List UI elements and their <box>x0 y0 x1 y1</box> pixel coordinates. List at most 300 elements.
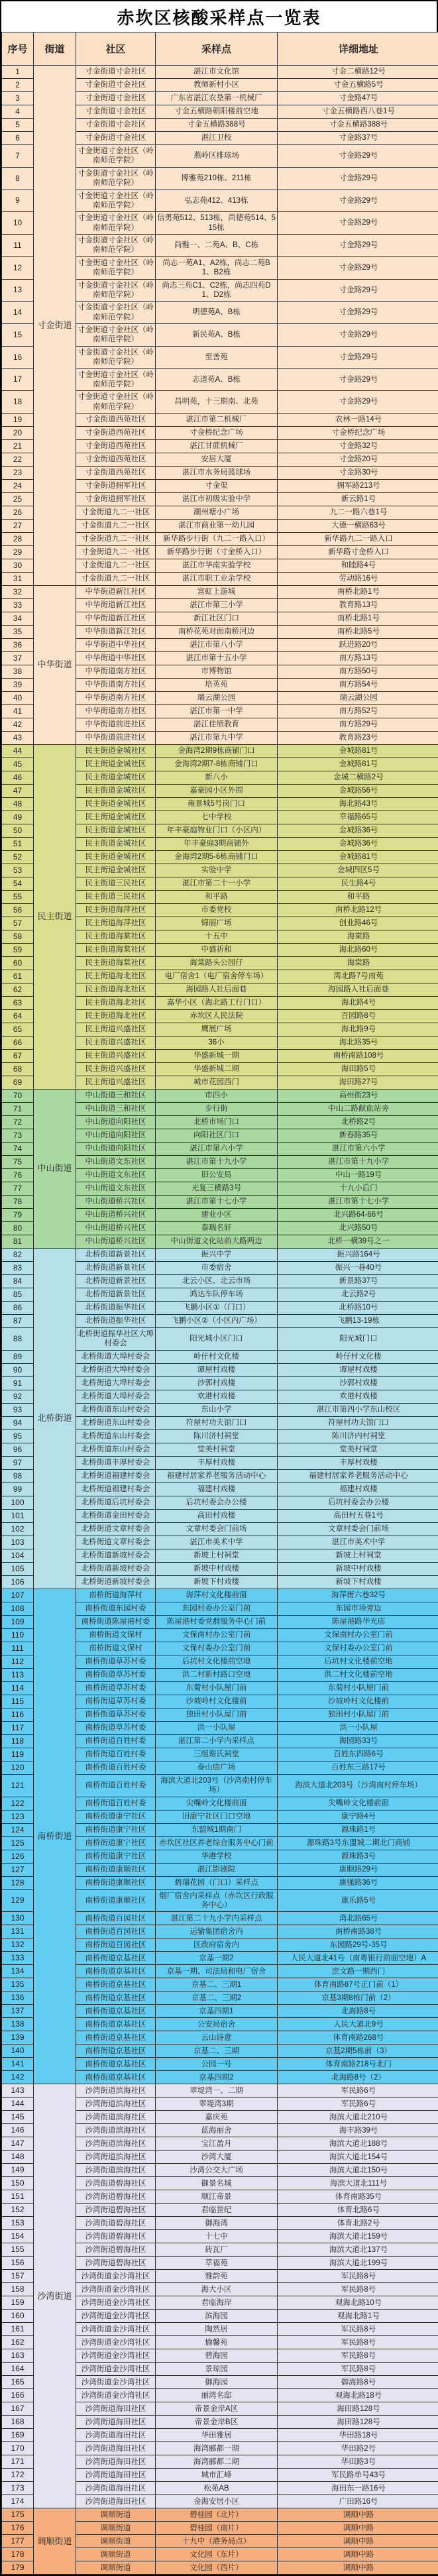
address-cell: 人民大道北41号（南粤银行前面空地）A <box>278 1952 438 1965</box>
community-cell: 南桥街道百姓村委 <box>76 1774 156 1797</box>
community-cell: 沙湾街道滨海社区 <box>76 2124 156 2137</box>
site-cell: 京基一期2 <box>156 1952 278 1965</box>
site-cell: 泰瑞名轩 <box>156 1222 278 1235</box>
address-cell: 新坡中村戏楼 <box>278 1562 438 1575</box>
site-cell: 金海湾2期7-8栋商铺门口 <box>156 758 278 771</box>
address-cell: 军民路6号 <box>278 2084 438 2098</box>
row-number-cell: 4 <box>2 105 34 119</box>
community-cell: 寸金街道寸金社区 <box>76 119 156 132</box>
row-number-cell: 64 <box>2 1010 34 1023</box>
row-number-cell: 154 <box>2 2230 34 2243</box>
row-number-cell: 169 <box>2 2429 34 2442</box>
row-number-cell: 92 <box>2 1390 34 1403</box>
address-cell: 体育北路6号 <box>278 2204 438 2217</box>
table-row <box>2 2084 438 2098</box>
address-cell: 文章村委会门前场 <box>278 1522 438 1536</box>
site-cell: 湛江市水务局篮球场 <box>156 467 278 480</box>
site-cell: 市委党校 <box>156 904 278 917</box>
address-cell: 军民路8号 <box>278 2283 438 2296</box>
address-cell: 九二一路六巷1号 <box>278 506 438 520</box>
community-cell: 沙湾街道碧海社区 <box>76 2243 156 2257</box>
site-cell: 光复三横路3号 <box>156 1182 278 1196</box>
community-cell: 沙湾街道海田社区 <box>76 2442 156 2455</box>
site-cell: 湛江第二十九小学内采样点 <box>156 1912 278 1925</box>
row-number-cell: 178 <box>2 2548 34 2561</box>
address-cell: 寸金路29号 <box>278 391 438 414</box>
row-number-cell: 11 <box>2 235 34 257</box>
table-row <box>2 2508 438 2522</box>
row-number-cell: 5 <box>2 119 34 132</box>
site-cell: 培英苑 <box>156 679 278 692</box>
community-cell: 调顺街道 <box>76 2508 156 2522</box>
address-cell: 观海北路1号 <box>278 2310 438 2323</box>
community-cell: 民主街道金城社区 <box>76 758 156 771</box>
row-number-cell: 42 <box>2 718 34 732</box>
community-cell: 中山街道桥兴社区 <box>76 1222 156 1235</box>
address-cell: 海北路43号 <box>278 798 438 811</box>
site-cell: 海园路人社后面巷 <box>156 983 278 997</box>
address-cell: 海滨大道北203号（沙湾南村停车场） <box>278 1774 438 1797</box>
row-number-cell: 30 <box>2 559 34 573</box>
community-cell: 南桥街道草苏村委 <box>76 1681 156 1695</box>
community-cell: 民主街道海北社区 <box>76 970 156 983</box>
community-cell: 沙湾街道滨海社区 <box>76 2151 156 2164</box>
address-cell: 文保村委办公室门前 <box>278 1642 438 1655</box>
site-cell: 旧公安局 <box>156 1169 278 1182</box>
community-cell: 北桥街道后坑村委会 <box>76 1496 156 1509</box>
community-cell: 南桥街道京基社区 <box>76 1991 156 2005</box>
row-number-cell: 134 <box>2 1965 34 1978</box>
row-number-cell: 74 <box>2 1143 34 1156</box>
address-cell: 金城二横路2号 <box>278 771 438 785</box>
site-cell: 东园村委办公室门前 <box>156 1602 278 1615</box>
address-cell: 寸金五横路5号 <box>278 79 438 92</box>
address-cell: 海北路9号 <box>278 1023 438 1036</box>
row-number-cell: 96 <box>2 1443 34 1456</box>
row-number-cell: 106 <box>2 1575 34 1589</box>
community-cell: 南桥街道百姓村委 <box>76 1761 156 1774</box>
address-cell: 寸金路29号 <box>278 302 438 324</box>
row-number-cell: 58 <box>2 930 34 944</box>
community-cell: 寸金街道寸金社区（岭南师范学院） <box>76 145 156 168</box>
address-cell: 海田路128号 <box>278 2402 438 2416</box>
row-number-cell: 80 <box>2 1222 34 1235</box>
site-cell: 御海湾 <box>156 2217 278 2230</box>
table-row <box>2 1589 438 1602</box>
community-cell: 中华街道中华社区 <box>76 639 156 652</box>
address-cell: 金城四区5号 <box>278 864 438 877</box>
row-number-cell: 136 <box>2 1991 34 2005</box>
row-number-cell: 47 <box>2 785 34 798</box>
site-cell: 丰厚村戏楼 <box>156 1456 278 1469</box>
address-cell: 高州街23号 <box>278 1090 438 1103</box>
site-cell: 沙坡岭村文化楼前 <box>156 1695 278 1708</box>
site-cell: 雅韵苑 <box>156 2270 278 2283</box>
row-number-cell: 132 <box>2 1938 34 1952</box>
community-cell: 沙湾街道金沙湾社区 <box>76 2363 156 2376</box>
site-cell: 新华路步行街（寸金桥入口） <box>156 546 278 559</box>
community-cell: 北桥街道东山村委会 <box>76 1416 156 1429</box>
site-cell: 潮州塘小广场 <box>156 506 278 520</box>
col-header-street: 街道 <box>34 32 76 66</box>
address-cell: 南方路52号 <box>278 705 438 718</box>
row-number-cell: 175 <box>2 2508 34 2522</box>
site-cell: 沙湾大厦 <box>156 2151 278 2164</box>
site-cell: 海滨大道北203号（沙湾南村停车场） <box>156 1774 278 1797</box>
site-cell: 新民苑A、B栋 <box>156 324 278 347</box>
row-number-cell: 73 <box>2 1129 34 1143</box>
row-number-cell: 9 <box>2 190 34 212</box>
community-cell: 南桥街道京基社区 <box>76 2031 156 2044</box>
row-number-cell: 153 <box>2 2217 34 2230</box>
address-cell: 寸金路29号 <box>278 190 438 212</box>
row-number-cell: 128 <box>2 1876 34 1889</box>
row-number-cell: 75 <box>2 1156 34 1169</box>
address-cell: 湛江市第十九小学 <box>278 1156 438 1169</box>
row-number-cell: 71 <box>2 1103 34 1116</box>
row-number-cell: 97 <box>2 1456 34 1469</box>
site-cell: 君临世纪 <box>156 2204 278 2217</box>
address-cell: 和睦路4号 <box>278 559 438 573</box>
page-title: 赤坎区核酸采样点一览表 <box>1 1 437 32</box>
address-cell: 欢港村戏楼 <box>278 1390 438 1403</box>
row-number-cell: 145 <box>2 2111 34 2124</box>
site-cell: 尚雅一、二苑A、B、C栋 <box>156 235 278 257</box>
community-cell: 沙湾街道海田社区 <box>76 2429 156 2442</box>
community-cell: 北桥街道新坡村委会 <box>76 1562 156 1575</box>
row-number-cell: 142 <box>2 2071 34 2084</box>
row-number-cell: 22 <box>2 453 34 467</box>
community-cell: 调顺街道 <box>76 2561 156 2575</box>
community-cell: 南桥街道康顺社区 <box>76 1863 156 1876</box>
address-cell: 金城路81号 <box>278 745 438 758</box>
address-cell: 海滨大道北154号 <box>278 2151 438 2164</box>
community-cell: 南桥街道东园村委 <box>76 1602 156 1615</box>
site-cell: 建业小区 <box>156 1209 278 1222</box>
site-cell: 寸金桥纪念广场 <box>156 427 278 440</box>
address-cell: 调顺中路 <box>278 2561 438 2575</box>
community-cell: 中山街道桥兴社区 <box>76 1235 156 1249</box>
row-number-cell: 143 <box>2 2084 34 2098</box>
row-number-cell: 93 <box>2 1403 34 1416</box>
site-cell: 京基一期、司法局和电厂宿舍 <box>156 1965 278 1978</box>
row-number-cell: 120 <box>2 1761 34 1774</box>
site-cell: 福建村戏楼 <box>156 1483 278 1496</box>
address-cell: 北桥路2号 <box>278 1116 438 1129</box>
address-cell: 湛江市第十七小学 <box>278 1196 438 1209</box>
address-cell: 寸金路47号 <box>278 92 438 105</box>
row-number-cell: 50 <box>2 824 34 838</box>
site-cell: 顺江帝景 <box>156 2190 278 2204</box>
row-number-cell: 157 <box>2 2270 34 2283</box>
community-cell: 民主街道金城社区 <box>76 864 156 877</box>
site-cell: 陈川济村祠堂 <box>156 1429 278 1443</box>
site-cell: 湛江卫校 <box>156 132 278 145</box>
row-number-cell: 95 <box>2 1429 34 1443</box>
community-cell: 北桥街道东山村委会 <box>76 1403 156 1416</box>
site-cell: 砖瓦厂 <box>156 2243 278 2257</box>
site-cell: 36小 <box>156 1036 278 1050</box>
site-cell: 新坡中村戏楼 <box>156 1562 278 1575</box>
community-cell: 寸金街道西苑社区 <box>76 467 156 480</box>
site-cell: 湛江市第十九小学 <box>156 1156 278 1169</box>
site-cell: 华盛新城一期 <box>156 1050 278 1063</box>
row-number-cell: 84 <box>2 1275 34 1288</box>
row-number-cell: 104 <box>2 1549 34 1562</box>
community-cell: 寸金街道九二一社区 <box>76 573 156 586</box>
address-cell: 寸金路29号 <box>278 279 438 302</box>
address-cell: 湛江市第六小学 <box>278 1143 438 1156</box>
community-cell: 民主街道海北社区 <box>76 1010 156 1023</box>
site-cell: 赤坎区社区养老综合服务中心门前 <box>156 1836 278 1850</box>
community-cell: 寸金街道九二一社区 <box>76 559 156 573</box>
row-number-cell: 113 <box>2 1668 34 1681</box>
address-cell: 调顺中路 <box>278 2548 438 2561</box>
site-cell: 寸金渠 <box>156 480 278 493</box>
address-cell: 寸金路29号 <box>278 346 438 368</box>
row-number-cell: 112 <box>2 1655 34 1668</box>
address-cell: 寸金路37号 <box>278 132 438 145</box>
table-row <box>2 745 438 758</box>
address-cell: 沙郭村戏楼 <box>278 1376 438 1390</box>
community-cell: 南桥街道百园社区 <box>76 1925 156 1938</box>
site-cell: 陶然居 <box>156 2323 278 2336</box>
row-number-cell: 55 <box>2 891 34 904</box>
site-cell: 尚志一苑A1、A2栋，尚志二苑B1、B2栋 <box>156 256 278 279</box>
address-cell: 福建村戏楼 <box>278 1483 438 1496</box>
site-cell: 湛江市第三小学 <box>156 599 278 612</box>
address-cell: 南方路13号 <box>278 652 438 665</box>
address-cell: 陈屋港路华光庙 <box>278 1615 438 1628</box>
site-cell: 三组谢氏祠堂 <box>156 1748 278 1761</box>
address-cell: 金城路36号 <box>278 824 438 838</box>
address-cell: 湾北路7号南苑 <box>278 970 438 983</box>
site-cell: 东菊村小队屋门前 <box>156 1681 278 1695</box>
community-cell: 民主街道海萍社区 <box>76 904 156 917</box>
community-cell: 中华街道新江社区 <box>76 599 156 612</box>
row-number-cell: 172 <box>2 2469 34 2482</box>
address-cell: 南桥北路5号 <box>278 626 438 639</box>
site-cell: 京基四期2 <box>156 2071 278 2084</box>
row-number-cell: 141 <box>2 2058 34 2071</box>
community-cell: 沙湾街道海田社区 <box>76 2482 156 2495</box>
address-cell: 寸金路29号 <box>278 145 438 168</box>
row-number-cell: 118 <box>2 1734 34 1748</box>
row-number-cell: 63 <box>2 997 34 1010</box>
row-number-cell: 138 <box>2 2018 34 2031</box>
site-cell: 华盛新城二期 <box>156 1063 278 1076</box>
row-number-cell: 130 <box>2 1912 34 1925</box>
row-number-cell: 126 <box>2 1850 34 1863</box>
community-cell: 北桥街道福建村委会 <box>76 1469 156 1483</box>
street-cell: 寸金街道 <box>34 66 76 586</box>
row-number-cell: 156 <box>2 2257 34 2270</box>
community-cell: 中华街道新江社区 <box>76 586 156 599</box>
site-cell: 湛江甘蔗机械厂 <box>156 440 278 453</box>
site-cell: 岭仔村文化楼 <box>156 1350 278 1363</box>
address-cell: 北兴路50号 <box>278 1222 438 1235</box>
row-number-cell: 24 <box>2 480 34 493</box>
sampling-points-table <box>1 32 438 2575</box>
address-cell: 丰厚村戏楼 <box>278 1456 438 1469</box>
row-number-cell: 161 <box>2 2323 34 2336</box>
row-number-cell: 149 <box>2 2164 34 2177</box>
row-number-cell: 41 <box>2 705 34 718</box>
address-cell: 湾北路65号 <box>278 1912 438 1925</box>
address-cell: 海萍街六巷32号 <box>278 1589 438 1602</box>
address-cell: 海滨大道北111号 <box>278 2177 438 2190</box>
community-cell: 民主街道兴盛社区 <box>76 1023 156 1036</box>
row-number-cell: 98 <box>2 1469 34 1483</box>
address-cell: 海滨大道北188号 <box>278 2137 438 2151</box>
row-number-cell: 152 <box>2 2204 34 2217</box>
site-cell: 志道苑A、B栋 <box>156 368 278 391</box>
row-number-cell: 6 <box>2 132 34 145</box>
row-number-cell: 44 <box>2 745 34 758</box>
community-cell: 沙湾街道金沙湾社区 <box>76 2310 156 2323</box>
table-row <box>2 586 438 599</box>
community-cell: 北桥街道新景社区 <box>76 1262 156 1275</box>
community-cell: 沙湾街道海田社区 <box>76 2455 156 2469</box>
row-number-cell: 89 <box>2 1350 34 1363</box>
site-cell: 海大小区 <box>156 2283 278 2296</box>
site-cell: 飞鹏小区②（小区内广场） <box>156 1315 278 1328</box>
community-cell: 民主街道三民社区 <box>76 891 156 904</box>
site-cell: 翠堤湾3期 <box>156 2098 278 2111</box>
row-number-cell: 116 <box>2 1708 34 1721</box>
address-cell: 东菊村小队屋门前 <box>278 1681 438 1695</box>
community-cell: 中山街道三和社区 <box>76 1090 156 1103</box>
row-number-cell: 150 <box>2 2177 34 2190</box>
row-number-cell: 72 <box>2 1116 34 1129</box>
row-number-cell: 177 <box>2 2535 34 2548</box>
row-number-cell: 151 <box>2 2190 34 2204</box>
site-cell: 烟厂宿舍内采样点（赤坎区行政服务中心） <box>156 1889 278 1912</box>
address-cell: 调顺中路 <box>278 2522 438 2535</box>
address-cell: 高田村五巷1号 <box>278 1509 438 1522</box>
address-cell: 大德一横路63号 <box>278 520 438 533</box>
community-cell: 沙湾街道碧海社区 <box>76 2204 156 2217</box>
community-cell: 南桥街道草苏村委 <box>76 1668 156 1681</box>
address-cell: 康强路36号 <box>278 1876 438 1889</box>
site-cell: 金海安居小区 <box>156 2495 278 2508</box>
community-cell: 寸金街道寸金社区 <box>76 79 156 92</box>
community-cell: 南桥街道康宁社区 <box>76 1823 156 1836</box>
site-cell: 沙郭村戏楼 <box>156 1376 278 1390</box>
community-cell: 寸金街道寸金社区（岭南师范学院） <box>76 324 156 347</box>
row-number-cell: 163 <box>2 2349 34 2363</box>
community-cell: 中华街道南方社区 <box>76 705 156 718</box>
community-cell: 南桥街道百园社区 <box>76 1938 156 1952</box>
site-cell: 海湾郦都一期 <box>156 2442 278 2455</box>
site-cell: 公园一号 <box>156 2058 278 2071</box>
address-cell: 新坡上村祠堂 <box>278 1549 438 1562</box>
col-header-address: 详细地址 <box>278 32 438 66</box>
site-cell: 教师新村小区 <box>156 79 278 92</box>
address-cell: 谭屋村戏楼 <box>278 1363 438 1376</box>
row-number-cell: 69 <box>2 1076 34 1090</box>
site-cell: 中山街道文化站前大路两边 <box>156 1235 278 1249</box>
address-cell: 新景路37号 <box>278 1275 438 1288</box>
row-number-cell: 171 <box>2 2455 34 2469</box>
community-cell: 沙湾街道滨海社区 <box>76 2111 156 2124</box>
row-number-cell: 168 <box>2 2416 34 2429</box>
site-cell: 实验中学 <box>156 864 278 877</box>
address-cell: 人民大道北9号 <box>278 2018 438 2031</box>
community-cell: 南桥街道康顺社区 <box>76 1876 156 1889</box>
row-number-cell: 165 <box>2 2376 34 2389</box>
site-cell: 帝景金岸A区 <box>156 2402 278 2416</box>
community-cell: 沙湾街道金沙湾社区 <box>76 2323 156 2336</box>
site-cell: 蓝海丽舍 <box>156 2124 278 2137</box>
community-cell: 中华街道新江社区 <box>76 612 156 626</box>
header-row <box>2 32 438 66</box>
address-cell: 华田路3号 <box>278 2455 438 2469</box>
site-cell: 明德苑A、B栋 <box>156 302 278 324</box>
site-cell: 博雅苑210栋、211栋 <box>156 167 278 190</box>
address-cell: 军民路8号 <box>278 2336 438 2349</box>
row-number-cell: 90 <box>2 1363 34 1376</box>
table-row <box>2 1090 438 1103</box>
community-cell: 沙湾街道金沙湾社区 <box>76 2389 156 2402</box>
site-cell: 新华路步行街（九二一路入口） <box>156 533 278 546</box>
col-header-community: 社区 <box>76 32 156 66</box>
address-cell: 和平路 <box>278 891 438 904</box>
address-cell: 海田东一路16号 <box>278 2482 438 2495</box>
community-cell: 南桥街道京基社区 <box>76 1978 156 1991</box>
row-number-cell: 1 <box>2 66 34 79</box>
address-cell: 源珠路3号 <box>278 1850 438 1863</box>
community-cell: 中山街道向阳社区 <box>76 1129 156 1143</box>
row-number-cell: 77 <box>2 1182 34 1196</box>
community-cell: 民主街道海棠社区 <box>76 944 156 957</box>
address-cell: 阳光城门口 <box>278 1328 438 1351</box>
site-cell: 年丰豪庭物业门口（小区内） <box>156 824 278 838</box>
community-cell: 寸金街道寸金社区（岭南师范学院） <box>76 279 156 302</box>
address-cell: 海棠路 <box>278 930 438 944</box>
site-cell: 和平路 <box>156 891 278 904</box>
row-number-cell: 124 <box>2 1823 34 1836</box>
address-cell: 尖嘴岭文化楼前面 <box>278 1797 438 1810</box>
address-cell: 劳动路16号 <box>278 573 438 586</box>
address-cell: 飞鹏13-19栋 <box>278 1315 438 1328</box>
address-cell: 中山一路19号 <box>278 1169 438 1182</box>
community-cell: 南桥街道草苏村委 <box>76 1708 156 1721</box>
row-number-cell: 135 <box>2 1978 34 1991</box>
site-cell: 金海湾2期9栋商铺门口 <box>156 745 278 758</box>
row-number-cell: 148 <box>2 2151 34 2164</box>
address-cell: 寸金路29号 <box>278 167 438 190</box>
site-cell: 区政府宿舍内 <box>156 1938 278 1952</box>
site-cell: 十五中 <box>156 930 278 944</box>
row-number-cell: 129 <box>2 1889 34 1912</box>
community-cell: 沙湾街道海田社区 <box>76 2402 156 2416</box>
row-number-cell: 17 <box>2 368 34 391</box>
site-cell: 湛江市第十五小学 <box>156 652 278 665</box>
site-cell: 文化园（西片） <box>156 2561 278 2575</box>
address-cell: 寸金路29号 <box>278 212 438 235</box>
address-cell: 军民路6号 <box>278 2098 438 2111</box>
address-cell: 观海北路10号 <box>278 2296 438 2310</box>
street-cell: 南桥街道 <box>34 1589 76 2084</box>
community-cell: 南桥街道文保村 <box>76 1642 156 1655</box>
community-cell: 民主街道兴盛社区 <box>76 1050 156 1063</box>
address-cell: 京基3期8栋门前（2） <box>278 1991 438 2005</box>
community-cell: 沙湾街道海田社区 <box>76 2495 156 2508</box>
row-number-cell: 13 <box>2 279 34 302</box>
site-cell: 嘉庆苑 <box>156 2111 278 2124</box>
community-cell: 沙湾街道碧海社区 <box>76 2177 156 2190</box>
